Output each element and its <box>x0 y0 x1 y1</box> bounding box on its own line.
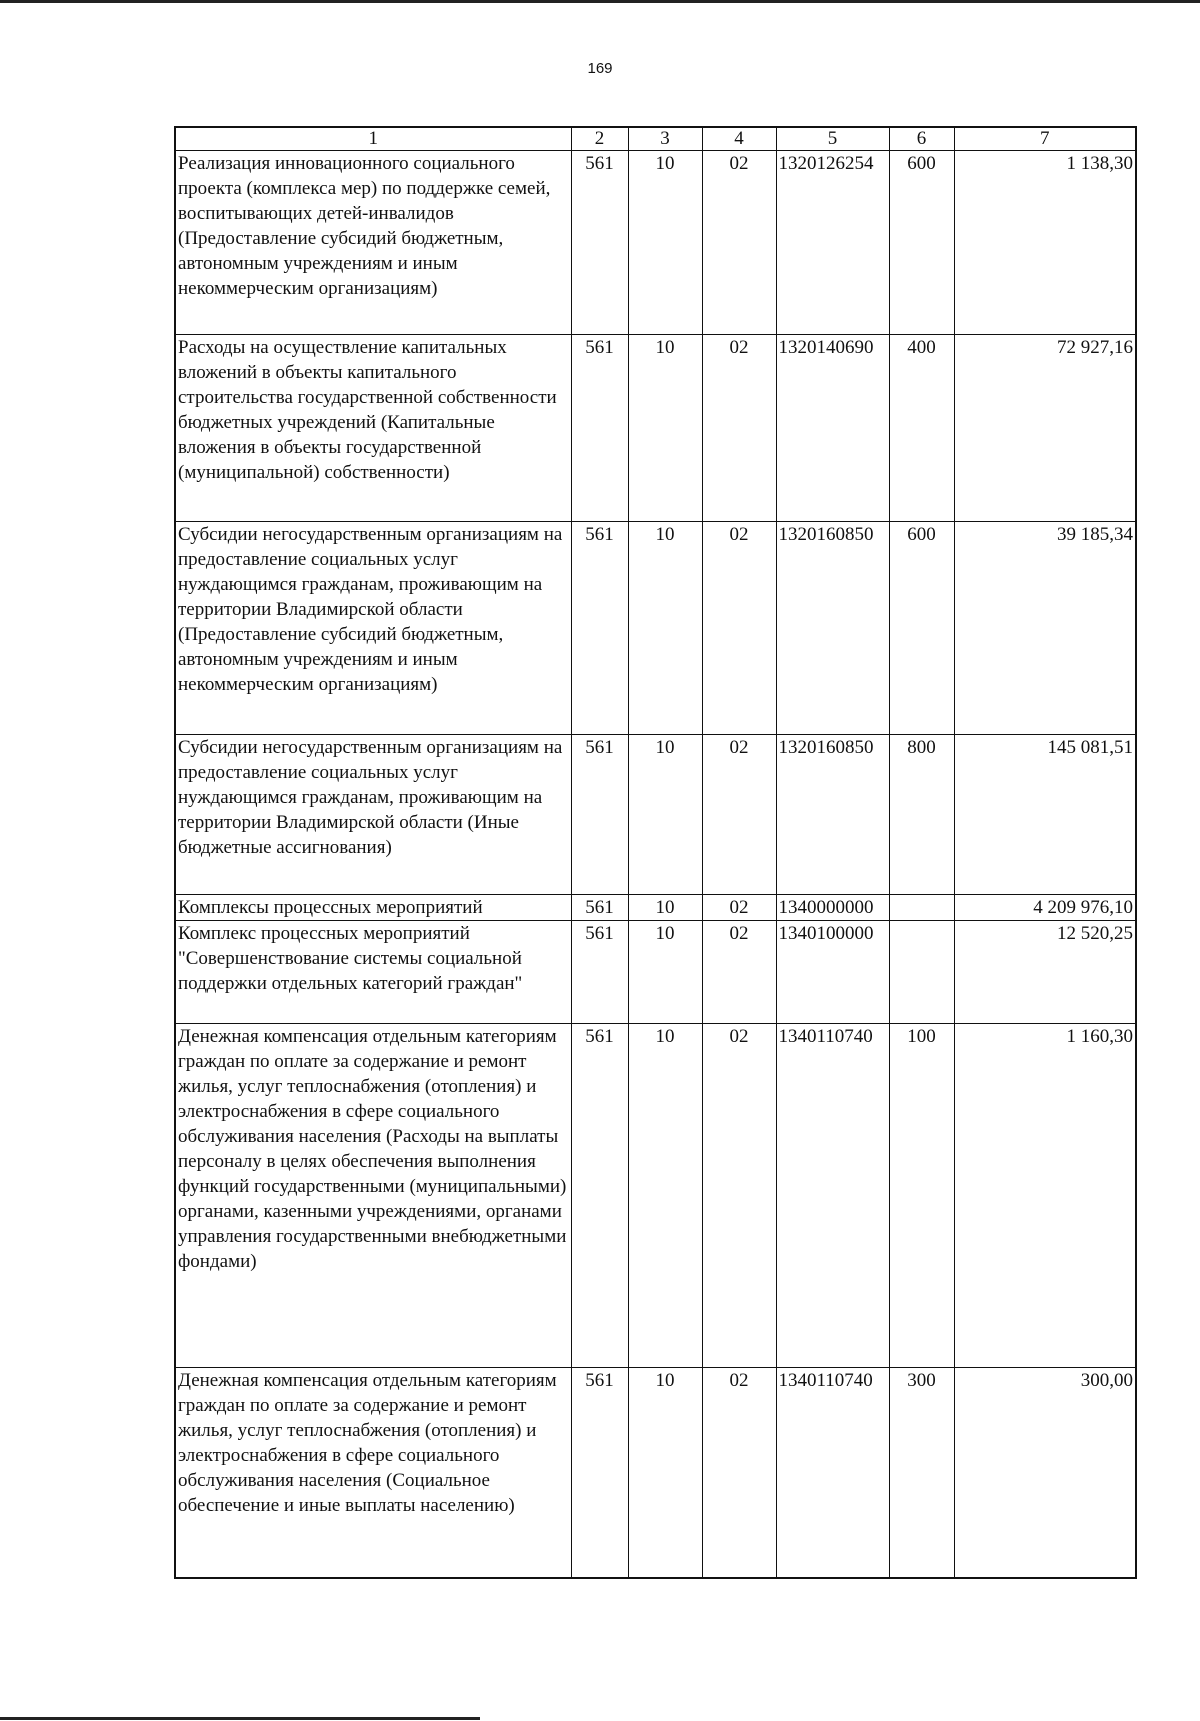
expense-type-code <box>889 921 954 1024</box>
section-code: 10 <box>628 921 702 1024</box>
expense-type-code <box>889 895 954 921</box>
row-description: Денежная компенсация отдельным категориям граждан по оплате за содержание и ремонт жилья, услуг теплоснабжения (отопления) и электроснабжения в сфере социального обслуживания населения (Расходы на выплаты персоналу в целях обеспечения выполнения функций государственными (муниципальными) органами, казенными учреждениями, органами управления государственными внебюджетными фондами) <box>175 1024 571 1368</box>
section-code: 10 <box>628 735 702 895</box>
expense-type-code: 600 <box>889 151 954 335</box>
subsection-code: 02 <box>702 1368 776 1578</box>
table-row <box>175 522 1136 735</box>
target-article-code: 1340110740 <box>776 1024 889 1368</box>
ministry-code: 561 <box>571 895 628 921</box>
column-header: 7 <box>954 127 1136 151</box>
page-number: 169 <box>587 60 613 77</box>
subsection-code: 02 <box>702 522 776 735</box>
subsection-code: 02 <box>702 735 776 895</box>
ministry-code: 561 <box>571 522 628 735</box>
ministry-code: 561 <box>571 335 628 522</box>
table-row <box>175 335 1136 522</box>
scan-edge-top <box>0 0 1200 3</box>
column-header: 1 <box>175 127 571 151</box>
subsection-code: 02 <box>702 335 776 522</box>
row-description: Денежная компенсация отдельным категориям граждан по оплате за содержание и ремонт жилья, услуг теплоснабжения (отопления) и электроснабжения в сфере социального обслуживания населения (Социальное обеспечение и иные выплаты населению) <box>175 1368 571 1578</box>
target-article-code: 1340110740 <box>776 1368 889 1578</box>
target-article-code: 1320160850 <box>776 735 889 895</box>
ministry-code: 561 <box>571 921 628 1024</box>
expense-type-code: 300 <box>889 1368 954 1578</box>
target-article-code: 1340000000 <box>776 895 889 921</box>
ministry-code: 561 <box>571 151 628 335</box>
section-code: 10 <box>628 895 702 921</box>
ministry-code: 561 <box>571 1368 628 1578</box>
target-article-code: 1340100000 <box>776 921 889 1024</box>
column-header: 2 <box>571 127 628 151</box>
section-code: 10 <box>628 1368 702 1578</box>
amount: 12 520,25 <box>954 921 1136 1024</box>
column-header: 4 <box>702 127 776 151</box>
table-row <box>175 735 1136 895</box>
amount: 145 081,51 <box>954 735 1136 895</box>
column-header: 5 <box>776 127 889 151</box>
expense-type-code: 400 <box>889 335 954 522</box>
subsection-code: 02 <box>702 921 776 1024</box>
subsection-code: 02 <box>702 1024 776 1368</box>
amount: 1 160,30 <box>954 1024 1136 1368</box>
amount: 1 138,30 <box>954 151 1136 335</box>
subsection-code: 02 <box>702 895 776 921</box>
row-description: Субсидии негосударственным организациям на предоставление социальных услуг нуждающимся гражданам, проживающим на территории Владимирской области (Иные бюджетные ассигнования) <box>175 735 571 895</box>
row-description: Комплексы процессных мероприятий <box>175 895 571 921</box>
amount: 300,00 <box>954 1368 1136 1578</box>
target-article-code: 1320160850 <box>776 522 889 735</box>
table-row <box>175 921 1136 1024</box>
target-article-code: 1320126254 <box>776 151 889 335</box>
row-description: Реализация инновационного социального проекта (комплекса мер) по поддержке семей, воспитывающих детей-инвалидов (Предоставление субсидий бюджетным, автономным учреждениям и иным некоммерческим организациям) <box>175 151 571 335</box>
row-description: Расходы на осуществление капитальных вложений в объекты капитального строительства государственной собственности бюджетных учреждений (Капитальные вложения в объекты государственной (муниципальной) собственности) <box>175 335 571 522</box>
ministry-code: 561 <box>571 1024 628 1368</box>
section-code: 10 <box>628 151 702 335</box>
ministry-code: 561 <box>571 735 628 895</box>
header-row <box>175 127 1136 151</box>
budget-table <box>174 126 1137 1579</box>
expense-type-code: 800 <box>889 735 954 895</box>
scan-edge-bottom <box>0 1717 480 1720</box>
expense-type-code: 600 <box>889 522 954 735</box>
column-header: 6 <box>889 127 954 151</box>
amount: 72 927,16 <box>954 335 1136 522</box>
target-article-code: 1320140690 <box>776 335 889 522</box>
amount: 39 185,34 <box>954 522 1136 735</box>
table-row <box>175 1024 1136 1368</box>
row-description: Субсидии негосударственным организациям на предоставление социальных услуг нуждающимся гражданам, проживающим на территории Владимирской области (Предоставление субсидий бюджетным, автономным учреждениям и иным некоммерческим организациям) <box>175 522 571 735</box>
table-row <box>175 151 1136 335</box>
section-code: 10 <box>628 335 702 522</box>
section-code: 10 <box>628 1024 702 1368</box>
amount: 4 209 976,10 <box>954 895 1136 921</box>
table-row <box>175 1368 1136 1578</box>
row-description: Комплекс процессных мероприятий "Совершенствование системы социальной поддержки отдельных категорий граждан" <box>175 921 571 1024</box>
section-code: 10 <box>628 522 702 735</box>
expense-type-code: 100 <box>889 1024 954 1368</box>
column-header: 3 <box>628 127 702 151</box>
subsection-code: 02 <box>702 151 776 335</box>
table-row <box>175 895 1136 921</box>
